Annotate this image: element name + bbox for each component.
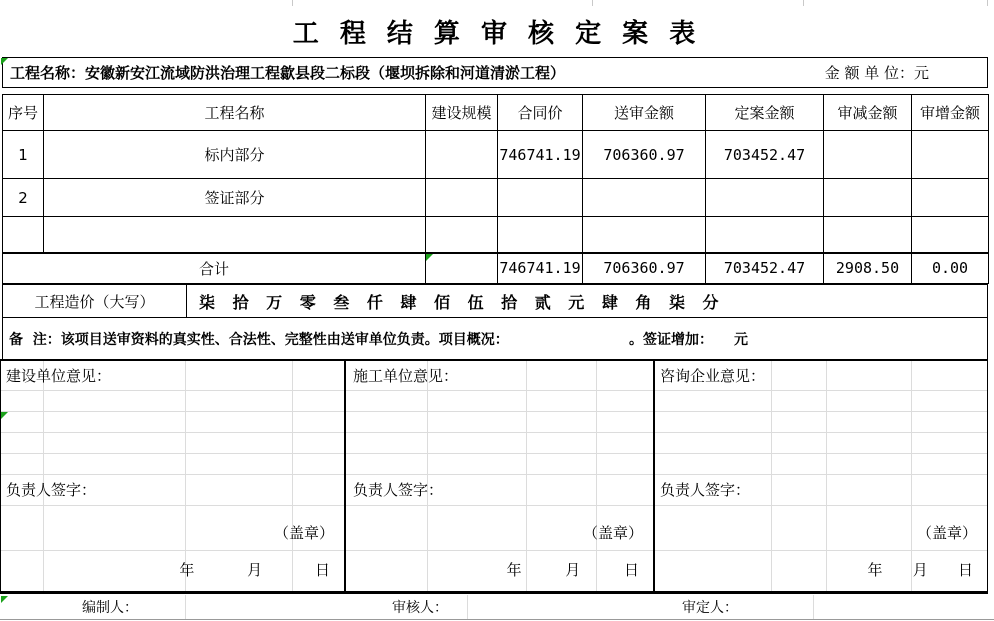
cell-flag-icon — [1, 412, 8, 419]
form-title: 工 程 结 算 审 核 定 案 表 — [292, 19, 702, 49]
total-increased: 0.00 — [912, 253, 989, 284]
seal-label: （盖章） — [273, 524, 334, 542]
footer-row — [0, 594, 994, 620]
seal-label: （盖章） — [582, 524, 643, 542]
reviewer-label: 审核人： — [392, 600, 448, 616]
cell-no: 2 — [3, 179, 44, 217]
cell-scale — [426, 179, 498, 217]
cell-reduced — [824, 179, 912, 217]
cell-scale — [426, 131, 498, 179]
remark-text: 备 注：该项目送审资料的真实性、合法性、完整性由送审单位负责。项目概况： — [9, 332, 509, 348]
cell-name: 签证部分 — [44, 179, 426, 217]
col-header-name: 工程名称 — [44, 95, 426, 131]
year-label: 年 — [506, 561, 522, 579]
cell-no — [3, 217, 44, 253]
month-label: 月 — [247, 561, 263, 579]
cell-contract: 746741.19 — [498, 131, 583, 179]
cell-contract — [498, 217, 583, 253]
gridline — [185, 595, 186, 619]
gridline-tick — [292, 0, 293, 6]
date-row — [179, 559, 330, 580]
cell-increased — [912, 217, 989, 253]
table-row — [3, 179, 989, 217]
contractor-opinion-label: 施工单位意见： — [353, 367, 459, 385]
cell-scale — [426, 217, 498, 253]
sign-label: 负责人签字： — [6, 481, 97, 499]
col-header-contract: 合同价 — [498, 95, 583, 131]
gridline-tick — [592, 0, 593, 6]
table-header-row — [3, 95, 989, 131]
day-label: 日 — [623, 561, 639, 579]
opinion-section — [0, 361, 988, 591]
consultant-opinion-label: 咨询企业意见： — [660, 367, 766, 385]
cell-final — [706, 217, 824, 253]
cell-increased — [912, 179, 989, 217]
contractor-opinion-block — [348, 361, 655, 591]
day-label: 日 — [957, 561, 973, 579]
remark-row — [2, 318, 988, 360]
gridline — [813, 595, 814, 619]
cell-final — [706, 179, 824, 217]
cost-in-words-label: 工程造价（大写） — [3, 285, 187, 317]
gridline-tick — [987, 0, 988, 6]
settlement-table — [2, 94, 989, 284]
visa-increase-unit: 元 — [734, 332, 748, 348]
sign-label: 负责人签字： — [660, 481, 751, 499]
table-total-row — [3, 253, 989, 284]
cell-no: 1 — [3, 131, 44, 179]
cell-submitted — [583, 179, 706, 217]
cell-reduced — [824, 131, 912, 179]
table-row-empty — [3, 217, 989, 253]
project-name-text: 工程名称：安徽新安江流域防洪治理工程歙县段二标段（堰坝拆除和河道清淤工程） — [10, 64, 566, 82]
cell-flag-icon — [426, 254, 433, 261]
total-submitted: 706360.97 — [583, 253, 706, 284]
cell-submitted: 706360.97 — [583, 131, 706, 179]
total-label: 合计 — [3, 253, 426, 284]
cell-name — [44, 217, 426, 253]
owner-opinion-block — [0, 361, 346, 591]
month-label: 月 — [912, 561, 928, 579]
preparer-label: 编制人： — [82, 600, 138, 616]
year-label: 年 — [867, 561, 883, 579]
gridline — [467, 595, 468, 619]
cell-flag-icon — [1, 596, 8, 603]
cost-in-words-row — [2, 283, 988, 318]
total-final: 703452.47 — [706, 253, 824, 284]
day-label: 日 — [314, 561, 330, 579]
date-row — [867, 559, 973, 580]
total-contract: 746741.19 — [498, 253, 583, 284]
col-header-increased: 审增金额 — [912, 95, 989, 131]
cell-final: 703452.47 — [706, 131, 824, 179]
date-row — [507, 559, 639, 580]
cost-in-words-value: 柒 拾 万 零 叁 仟 肆 佰 伍 拾 贰 元 肆 角 柒 分 — [199, 292, 725, 312]
col-header-final: 定案金额 — [706, 95, 824, 131]
divider — [0, 619, 994, 620]
col-header-scale: 建设规模 — [426, 95, 498, 131]
cell-name: 标内部分 — [44, 131, 426, 179]
col-header-reduced: 审减金额 — [824, 95, 912, 131]
cell-submitted — [583, 217, 706, 253]
cell-flag-icon — [1, 58, 8, 65]
visa-increase-label: 。签证增加： — [629, 332, 713, 348]
table-row — [3, 131, 989, 179]
cell-contract — [498, 179, 583, 217]
month-label: 月 — [565, 561, 581, 579]
col-header-submitted: 送审金额 — [583, 95, 706, 131]
project-name-row — [2, 57, 988, 88]
total-scale — [426, 253, 498, 284]
total-reduced: 2908.50 — [824, 253, 912, 284]
col-header-no: 序号 — [3, 95, 44, 131]
consultant-opinion-block — [655, 361, 988, 591]
cell-reduced — [824, 217, 912, 253]
gridline-tick — [803, 0, 804, 6]
cell-increased — [912, 131, 989, 179]
amount-unit-text: 金 额 单 位：元 — [824, 64, 929, 82]
sign-label: 负责人签字： — [353, 481, 444, 499]
owner-opinion-label: 建设单位意见： — [6, 367, 112, 385]
year-label: 年 — [179, 561, 195, 579]
approver-label: 审定人： — [682, 600, 738, 616]
seal-label: （盖章） — [916, 524, 977, 542]
